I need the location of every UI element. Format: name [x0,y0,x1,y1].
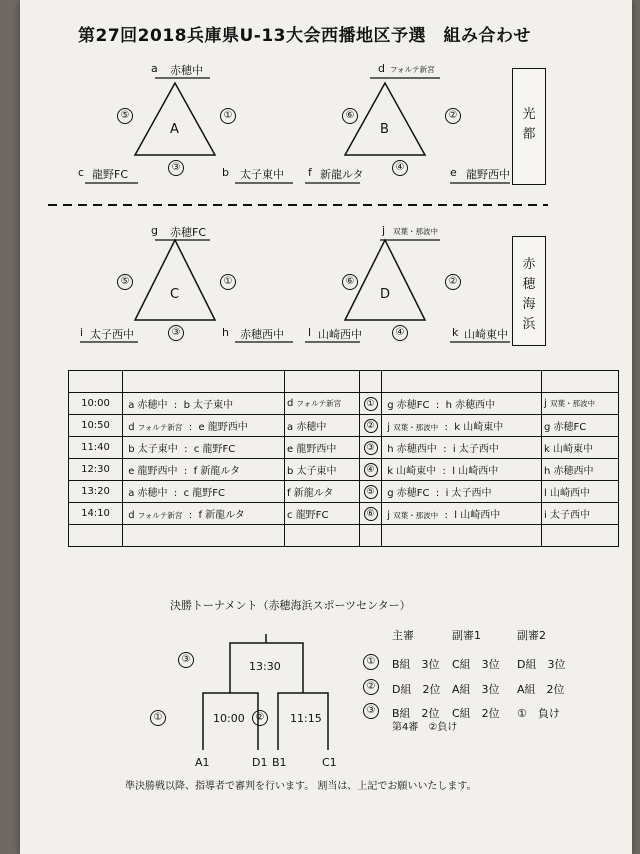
team-key: j [387,422,390,433]
match-time: 14:10 [81,508,110,519]
semi1-match-number: ① [150,710,166,726]
match-number: ④ [392,325,408,341]
team-key: g [151,224,158,237]
team-key: f [308,166,312,179]
match-number: ④ [392,160,408,176]
team-name: 太子東中 [137,444,178,455]
semi2-time: 11:15 [290,712,322,725]
team-name: 山崎東中 [463,422,504,433]
team-key: d [378,62,385,75]
match-cell [382,481,542,503]
page-title: 第27回2018兵庫県U-13大会西播地区予選 組み合わせ [78,26,531,46]
team-name: フォルテ新宮 [137,423,183,432]
team-name: 太子東中 [193,400,234,411]
schedule-table [68,370,619,547]
team-key: l [308,326,312,339]
team-key: k [387,466,393,477]
team-name: 龍野FC [295,510,329,521]
vs-separator: : [444,422,448,433]
referee-cell [542,415,619,437]
team-key: d [287,398,294,409]
footer-note: 準決勝戦以降、指導者で審判を行います。 割当は、上記でお願いいたします。 [125,781,477,792]
group-letter: D [380,287,391,302]
team-key: a [287,422,294,433]
bracket-team: C1 [322,756,337,769]
team-key: g [387,400,394,411]
team-key: h [387,444,394,455]
vs-separator: : [444,510,448,521]
table-row [69,415,619,437]
team-name: 双葉・那波中 [549,399,595,408]
match-time: 10:00 [81,398,110,409]
table-cell [123,371,285,393]
team-key: c [287,510,293,521]
referee-cell [542,481,619,503]
team-key: c [183,488,190,499]
team-key: e [128,466,135,477]
team-name: 山崎東中 [464,328,508,341]
match-cell [123,393,285,415]
team-key: f [198,510,202,521]
referee-cell [285,415,360,437]
referee-row-number: ③ [363,703,379,719]
match-cell [382,415,542,437]
team-name: 赤穂西中 [455,400,496,411]
time-cell [69,393,123,415]
semi2-match-number: ② [252,710,268,726]
referee-row-number: ① [363,654,379,670]
team-key: i [445,488,449,499]
referee-cell: C組 2位 [452,707,500,720]
match-time: 10:50 [81,420,110,431]
team-key: b [287,466,294,477]
time-cell [69,481,123,503]
referee-cell: D組 2位 [392,683,441,696]
team-key: h [445,400,452,411]
table-row [69,481,619,503]
tournament-title: 決勝トーナメント（赤穂海浜スポーツセンター） [170,599,411,612]
referee-cell: C組 3位 [452,658,500,671]
team-name: 山崎西中 [318,328,362,341]
venue-upper-char: 光 [522,107,536,122]
referee-cell [542,393,619,415]
bracket-team: D1 [252,756,268,769]
team-name: 赤穂西中 [240,328,284,341]
vs-separator: : [442,466,446,477]
referee-header: 主審 [392,629,414,642]
team-name: 山崎西中 [458,466,499,477]
referee-cell [285,481,360,503]
team-name: 赤穂FC [396,488,430,499]
team-name: 龍野西中 [296,444,337,455]
team-name: 太子西中 [458,444,499,455]
team-name: フォルテ新宮 [137,511,183,520]
team-name: 新龍ルタ [320,168,364,181]
team-key: c [193,444,200,455]
semi1-time: 10:00 [213,712,245,725]
match-number: ④ [364,463,378,477]
group-c-triangle [135,240,215,320]
match-number: ⑥ [342,274,358,290]
group-letter: A [170,122,179,137]
referee-cell [542,503,619,525]
group-a-triangle [135,83,215,155]
team-name: 赤穂FC [170,226,207,239]
match-number: ⑤ [117,274,133,290]
paper-sheet [20,0,632,854]
team-name: 新龍ルタ [205,510,245,521]
team-name: 太子東中 [296,466,337,477]
team-name: 龍野西中 [137,466,178,477]
team-name: 太子西中 [451,488,492,499]
team-name: 赤穂中 [137,400,168,411]
referee-cell: A組 2位 [517,683,565,696]
match-number: ① [364,397,378,411]
team-key: g [387,488,394,499]
match-number-cell [360,415,382,437]
team-name: フォルテ新宮 [390,65,435,74]
venue-lower-char: 赤 [522,257,536,272]
table-row [69,459,619,481]
team-key: e [287,444,294,455]
team-name: 龍野FC [202,444,236,455]
team-name: 太子西中 [90,328,134,341]
referee-cell [542,437,619,459]
match-number: ③ [168,160,184,176]
match-cell [382,503,542,525]
time-cell [69,415,123,437]
team-name: 龍野西中 [207,422,248,433]
match-number: ⑤ [364,485,378,499]
team-name: 双葉・那波中 [393,511,439,520]
team-name: 山崎西中 [460,510,501,521]
table-row [69,437,619,459]
group-letter: C [170,287,180,302]
match-number: ① [220,108,236,124]
table-row [69,393,619,415]
match-number: ② [445,274,461,290]
match-cell [382,459,542,481]
team-key: d [128,510,135,521]
match-number: ① [220,274,236,290]
match-number-cell [360,437,382,459]
final-match-number: ③ [178,652,194,668]
vs-separator: : [173,488,178,499]
team-key: b [222,166,229,179]
referee-header: 副審1 [452,629,481,642]
team-key: k [452,326,459,339]
team-name: 太子東中 [240,168,284,181]
referee-header: 副審2 [517,629,546,642]
table-cell [360,371,382,393]
team-key: i [544,510,547,521]
table-cell [285,371,360,393]
team-name: 新龍ルタ [200,466,240,477]
team-key: f [193,466,198,477]
team-name: 赤穂西中 [553,466,594,477]
venue-lower-char: 浜 [522,317,536,332]
match-number: ② [364,419,378,433]
referee-cell [285,459,360,481]
match-time: 12:30 [81,464,110,475]
team-key: a [128,400,135,411]
tournament-bracket [203,634,328,750]
match-number-cell [360,481,382,503]
vs-separator: : [188,510,193,521]
team-name: 赤穂西中 [396,444,437,455]
match-time: 11:40 [81,442,110,453]
team-key: i [80,326,84,339]
team-name: 赤穂中 [137,488,168,499]
match-number: ② [445,108,461,124]
referee-cell: D組 3位 [517,658,566,671]
table-row [69,503,619,525]
team-key: k [454,422,461,433]
team-name: 龍野西中 [466,168,510,181]
match-cell [123,459,285,481]
team-key: i [452,444,456,455]
team-name: 山崎東中 [552,444,593,455]
referee-cell: ① 負け [517,707,560,720]
table-cell [69,371,123,393]
match-time: 13:20 [81,486,110,497]
team-key: j [382,224,386,237]
team-key: h [544,466,551,477]
team-key: h [222,326,229,339]
team-name: フォルテ新宮 [296,399,342,408]
venue-lower-char: 穂 [522,277,536,292]
team-key: l [454,510,458,521]
referee-cell: B組 3位 [392,658,440,671]
match-cell [123,415,285,437]
fourth-official: 第4審 ②負け [392,722,458,733]
bracket-team: A1 [195,756,210,769]
team-key: k [544,444,550,455]
referee-cell [285,437,360,459]
bracket-team: B1 [272,756,287,769]
referee-cell [285,503,360,525]
vs-separator: : [184,444,188,455]
vs-separator: : [173,400,178,411]
team-key: e [198,422,205,433]
match-cell [382,437,542,459]
match-number-cell [360,503,382,525]
venue-lower-char: 海 [522,297,536,312]
team-key: a [151,62,158,75]
referee-cell: B組 2位 [392,707,440,720]
time-cell [69,459,123,481]
match-number: ③ [364,441,378,455]
time-cell [69,503,123,525]
match-number: ⑤ [117,108,133,124]
team-key: b [128,444,135,455]
team-name: 赤穂FC [396,400,430,411]
match-cell [123,437,285,459]
referee-cell: A組 3位 [452,683,500,696]
vs-separator: : [443,444,447,455]
team-name: 赤穂中 [296,422,327,433]
team-name: 新龍ルタ [293,488,334,499]
venue-box-lower [512,236,546,346]
match-number: ⑥ [342,108,358,124]
team-name: 山崎東中 [396,466,437,477]
vs-separator: : [435,400,440,411]
team-name: 龍野FC [192,488,226,499]
team-key: g [544,422,551,433]
team-key: l [544,488,547,499]
referee-cell [285,393,360,415]
team-key: j [387,510,390,521]
team-key: a [128,488,135,499]
team-name: 双葉・那波中 [393,227,438,236]
match-number-cell [360,459,382,481]
team-name: 赤穂FC [553,422,587,433]
match-cell [123,481,285,503]
match-cell [382,393,542,415]
team-key: f [287,488,291,499]
team-key: b [183,400,190,411]
final-time: 13:30 [249,660,281,673]
time-cell [69,437,123,459]
table-cell [382,371,542,393]
group-letter: B [380,122,389,137]
match-cell [123,503,285,525]
match-number: ③ [168,325,184,341]
team-name: 龍野FC [92,168,129,181]
match-number: ⑥ [364,507,378,521]
team-name: 山崎西中 [549,488,590,499]
venue-upper-char: 都 [522,127,536,142]
table-header-row [69,371,619,393]
match-number-cell [360,393,382,415]
team-name: 双葉・那波中 [393,423,439,432]
vs-separator: : [188,422,193,433]
team-key: d [128,422,135,433]
table-cell [542,371,619,393]
referee-row-number: ② [363,679,379,695]
table-row [69,525,619,547]
team-key: j [544,398,547,409]
referee-cell [542,459,619,481]
team-name: 赤穂中 [170,64,203,77]
vs-separator: : [183,466,188,477]
vs-separator: : [435,488,440,499]
team-key: c [78,166,85,179]
team-key: e [450,166,457,179]
team-key: l [452,466,456,477]
venue-box-upper [512,68,546,185]
team-name: 太子西中 [549,510,590,521]
